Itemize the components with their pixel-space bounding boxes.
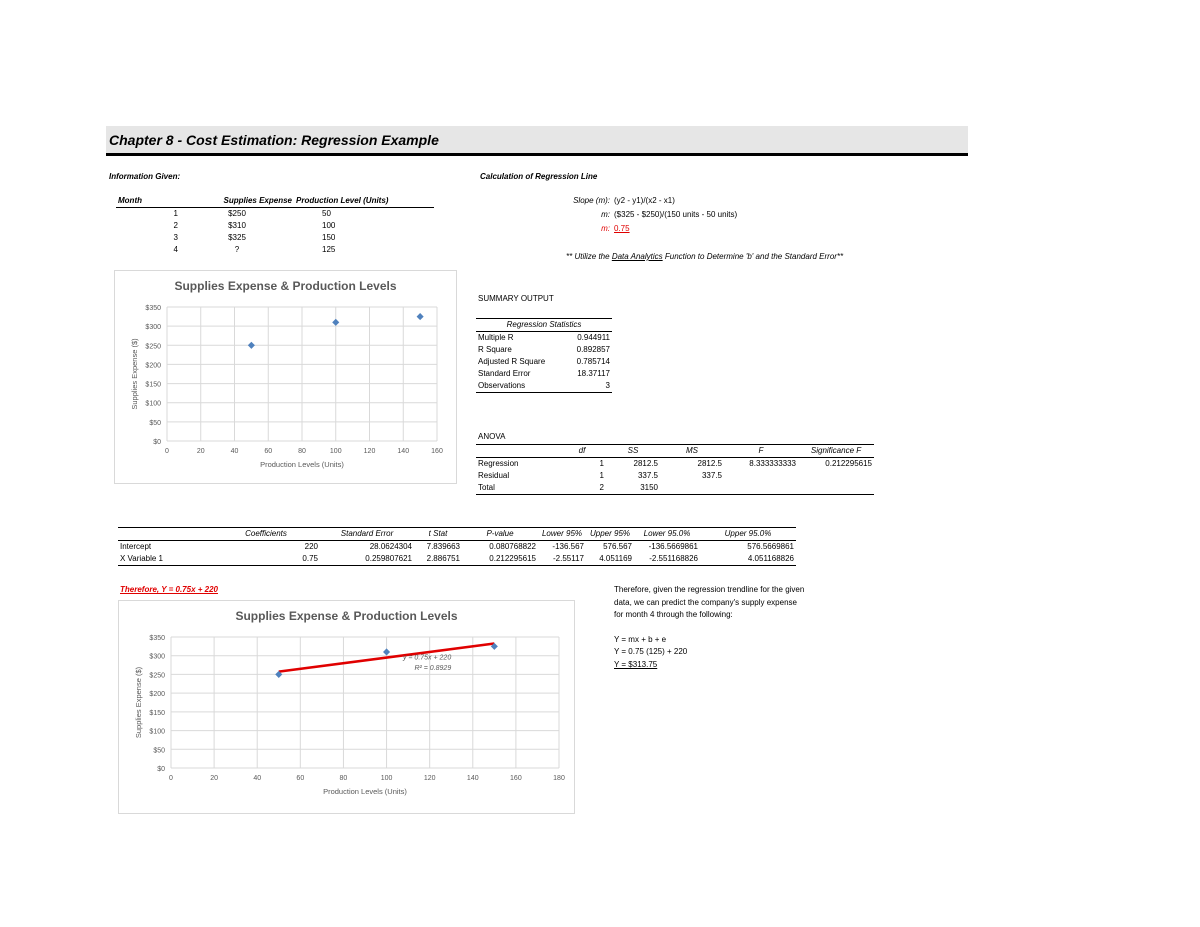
slope-label: Slope (m): <box>573 196 610 205</box>
m-formula: ($325 - $250)/(150 units - 50 units) <box>614 210 738 219</box>
y-tick-label: $350 <box>149 635 165 642</box>
prediction-line: Therefore, given the regression trendline for the given <box>614 585 805 594</box>
coef-row <box>118 553 796 566</box>
coef-cell: 7.839663 <box>426 542 460 551</box>
coef-row <box>118 541 796 554</box>
page-title: Chapter 8 - Cost Estimation: Regression Example <box>109 132 439 148</box>
data-point <box>332 319 339 326</box>
stats-value: 0.785714 <box>576 357 610 366</box>
info-cell: 2 <box>173 221 178 230</box>
stats-value: 0.892857 <box>576 345 610 354</box>
coef-cell: X Variable 1 <box>120 554 163 563</box>
note-suffix: Function to Determine 'b' and the Standard Error** <box>664 252 844 261</box>
anova-cell: 2812.5 <box>633 459 658 468</box>
x-tick-label: 0 <box>169 775 173 782</box>
anova-cell: Total <box>478 483 495 492</box>
y-tick-label: $350 <box>145 305 161 312</box>
anova-header: SS <box>627 446 639 455</box>
chart-1 <box>115 271 456 483</box>
coef-header: Coefficients <box>245 529 287 538</box>
x-tick-label: 180 <box>553 775 565 782</box>
stats-label: Multiple R <box>478 333 514 342</box>
stats-value: 3 <box>605 381 610 390</box>
stats-value: 0.944911 <box>577 333 610 342</box>
y-tick-label: $0 <box>157 766 165 773</box>
anova-cell: 8.333333333 <box>749 459 796 468</box>
y-tick-label: $50 <box>149 419 161 427</box>
info-row <box>116 244 434 256</box>
info-row <box>116 208 434 221</box>
stats-title: Regression Statistics <box>506 320 582 329</box>
coef-header: Lower 95.0% <box>643 529 691 538</box>
anova-header: MS <box>686 446 698 455</box>
x-tick-label: 40 <box>230 448 239 455</box>
y-axis-label: Supplies Expense ($) <box>134 666 143 739</box>
info-cell: $310 <box>228 221 246 230</box>
prediction-line: data, we can predict the company's supply expense <box>614 597 797 607</box>
coef-cell: 0.080768822 <box>489 542 536 551</box>
stats-label: Standard Error <box>478 369 531 378</box>
coef-cell: 4.051168826 <box>747 554 794 563</box>
anova-cell: 1 <box>599 459 604 468</box>
x-axis-label: Production Levels (Units) <box>323 787 407 796</box>
info-row <box>116 232 434 244</box>
coef-cell: 2.886751 <box>426 554 460 563</box>
info-header-row <box>116 195 434 208</box>
anova-heading: ANOVA <box>478 432 506 441</box>
stats-row <box>476 368 612 380</box>
coef-header: P-value <box>486 529 514 538</box>
anova-table <box>476 444 874 495</box>
x-tick-label: 20 <box>210 775 219 782</box>
y-tick-label: $300 <box>149 653 165 661</box>
info-header-production: Production Level (Units) <box>296 196 389 205</box>
coef-header: Standard Error <box>340 529 394 538</box>
anova-cell: 2 <box>599 483 604 492</box>
coef-cell: 576.5669861 <box>747 542 794 551</box>
x-tick-label: 160 <box>510 775 522 782</box>
coef-cell: -2.55117 <box>553 554 584 563</box>
x-tick-label: 80 <box>298 448 306 455</box>
m-result-label: m: <box>601 224 610 233</box>
anova-cell: 337.5 <box>637 471 658 480</box>
x-tick-label: 160 <box>431 448 443 455</box>
y-tick-label: $150 <box>145 381 161 389</box>
coef-header: Upper 95% <box>589 529 631 538</box>
y-tick-label: $100 <box>149 728 165 736</box>
x-tick-label: 40 <box>253 775 262 782</box>
stats-label: R Square <box>478 345 512 354</box>
prediction-block <box>614 584 804 671</box>
info-cell: 125 <box>322 245 336 254</box>
info-header-expense: Supplies Expense <box>223 196 292 205</box>
prediction-result: Y = $313.75 <box>614 659 658 669</box>
anova-header: df <box>578 446 586 455</box>
y-tick-label: $200 <box>145 362 161 370</box>
info-row <box>116 220 434 232</box>
y-tick-label: $0 <box>153 439 161 446</box>
x-tick-label: 100 <box>329 448 342 455</box>
stats-header-row <box>476 319 612 332</box>
chart-2-container <box>118 600 575 814</box>
therefore-equation: Therefore, Y = 0.75x + 220 <box>120 585 218 594</box>
coef-cell: 0.212295615 <box>489 554 536 563</box>
anova-row <box>476 482 874 495</box>
info-cell: 100 <box>322 221 336 230</box>
coef-header: Upper 95.0% <box>724 529 772 538</box>
anova-cell: 3150 <box>640 483 658 492</box>
info-cell: 4 <box>173 245 178 254</box>
coef-cell: 576.567 <box>603 542 632 551</box>
info-cell: 1 <box>173 209 178 218</box>
info-cell: 3 <box>173 233 178 242</box>
coef-cell: 0.259807621 <box>365 554 412 563</box>
stats-label: Adjusted R Square <box>478 357 546 366</box>
info-table <box>116 195 434 256</box>
prediction-eq: Y = 0.75 (125) + 220 <box>614 647 688 656</box>
coef-header: t Stat <box>428 529 448 538</box>
chart-1-container <box>114 270 457 484</box>
anova-header: Significance F <box>810 446 862 455</box>
anova-row <box>476 458 874 471</box>
coefficients-table <box>118 527 796 566</box>
y-tick-label: $150 <box>149 709 165 717</box>
x-tick-label: 20 <box>196 448 205 455</box>
stats-row <box>476 344 612 356</box>
y-tick-label: $200 <box>149 691 165 699</box>
coef-cell: 28.0624304 <box>369 542 412 551</box>
regression-stats-table <box>476 318 612 393</box>
x-tick-label: 60 <box>264 448 273 455</box>
y-tick-label: $250 <box>149 672 165 680</box>
x-axis-label: Production Levels (Units) <box>260 460 344 469</box>
coef-cell: -2.551168826 <box>649 554 698 563</box>
stats-row <box>476 380 612 393</box>
info-cell: $250 <box>228 209 246 218</box>
x-tick-label: 120 <box>423 775 436 782</box>
x-tick-label: 100 <box>380 775 393 782</box>
x-tick-label: 0 <box>165 448 169 455</box>
note-prefix: ** Utilize the <box>566 252 610 261</box>
data-point <box>417 313 424 320</box>
coef-cell: 0.75 <box>302 554 318 563</box>
y-axis-label: Supplies Expense ($) <box>130 338 139 410</box>
coef-header: Lower 95% <box>541 529 583 538</box>
summary-heading: SUMMARY OUTPUT <box>478 294 554 303</box>
coef-cell: Intercept <box>120 542 152 551</box>
coef-cell: -136.567 <box>552 542 584 551</box>
stats-label: Observations <box>478 381 526 390</box>
info-cell: $325 <box>228 233 246 242</box>
coef-cell: 220 <box>304 542 318 551</box>
m-result: 0.75 <box>614 224 630 233</box>
y-tick-label: $50 <box>153 747 165 755</box>
chart-title: Supplies Expense & Production Levels <box>174 279 397 293</box>
prediction-eq: Y = mx + b + e <box>614 634 667 644</box>
info-heading: Information Given: <box>109 172 181 181</box>
anova-row <box>476 470 874 482</box>
anova-cell <box>798 470 874 482</box>
x-tick-label: 60 <box>296 775 305 782</box>
x-tick-label: 140 <box>397 448 410 455</box>
coef-cell: -136.5669861 <box>648 542 698 551</box>
stats-row <box>476 332 612 345</box>
slope-formula: (y2 - y1)/(x2 - x1) <box>614 196 675 205</box>
coef-header-row <box>118 528 796 541</box>
chart-title: Supplies Expense & Production Levels <box>235 609 458 623</box>
data-analytics-note <box>566 252 843 262</box>
anova-cell <box>798 482 874 495</box>
prediction-line: for month 4 through the following: <box>614 610 733 619</box>
anova-header-row <box>476 445 874 458</box>
anova-cell <box>724 482 798 495</box>
chart-2 <box>119 601 574 813</box>
data-point <box>383 648 390 655</box>
anova-cell: Residual <box>478 471 510 480</box>
x-tick-label: 140 <box>466 775 479 782</box>
x-tick-label: 80 <box>339 775 348 782</box>
y-tick-label: $250 <box>145 343 161 351</box>
coef-header <box>118 528 212 541</box>
x-tick-label: 120 <box>363 448 376 455</box>
anova-cell: Regression <box>478 459 519 468</box>
anova-cell <box>660 482 724 495</box>
trendline-r-squared: R² = 0.8929 <box>414 664 452 672</box>
data-analytics-link: Data Analytics <box>611 252 663 261</box>
info-cell: ? <box>234 245 240 254</box>
stats-row <box>476 356 612 368</box>
data-point <box>248 342 255 349</box>
y-tick-label: $300 <box>145 324 161 332</box>
anova-cell: 2812.5 <box>697 459 722 468</box>
calc-heading: Calculation of Regression Line <box>480 172 598 181</box>
anova-header: F <box>758 446 764 455</box>
coef-cell: 4.051169 <box>599 554 632 563</box>
title-bar <box>106 126 968 156</box>
anova-header <box>476 445 558 458</box>
anova-cell: 337.5 <box>701 471 722 480</box>
stats-value: 18.37117 <box>577 369 610 378</box>
m-label: m: <box>601 210 610 219</box>
info-header-month: Month <box>118 196 142 205</box>
info-cell: 150 <box>322 233 336 242</box>
y-tick-label: $100 <box>145 400 161 408</box>
trendline-equation: y = 0.75x + 220 <box>402 654 452 662</box>
info-cell: 50 <box>322 209 331 218</box>
anova-cell: 0.212295615 <box>825 459 872 468</box>
anova-cell: 1 <box>599 471 604 480</box>
anova-cell <box>724 470 798 482</box>
